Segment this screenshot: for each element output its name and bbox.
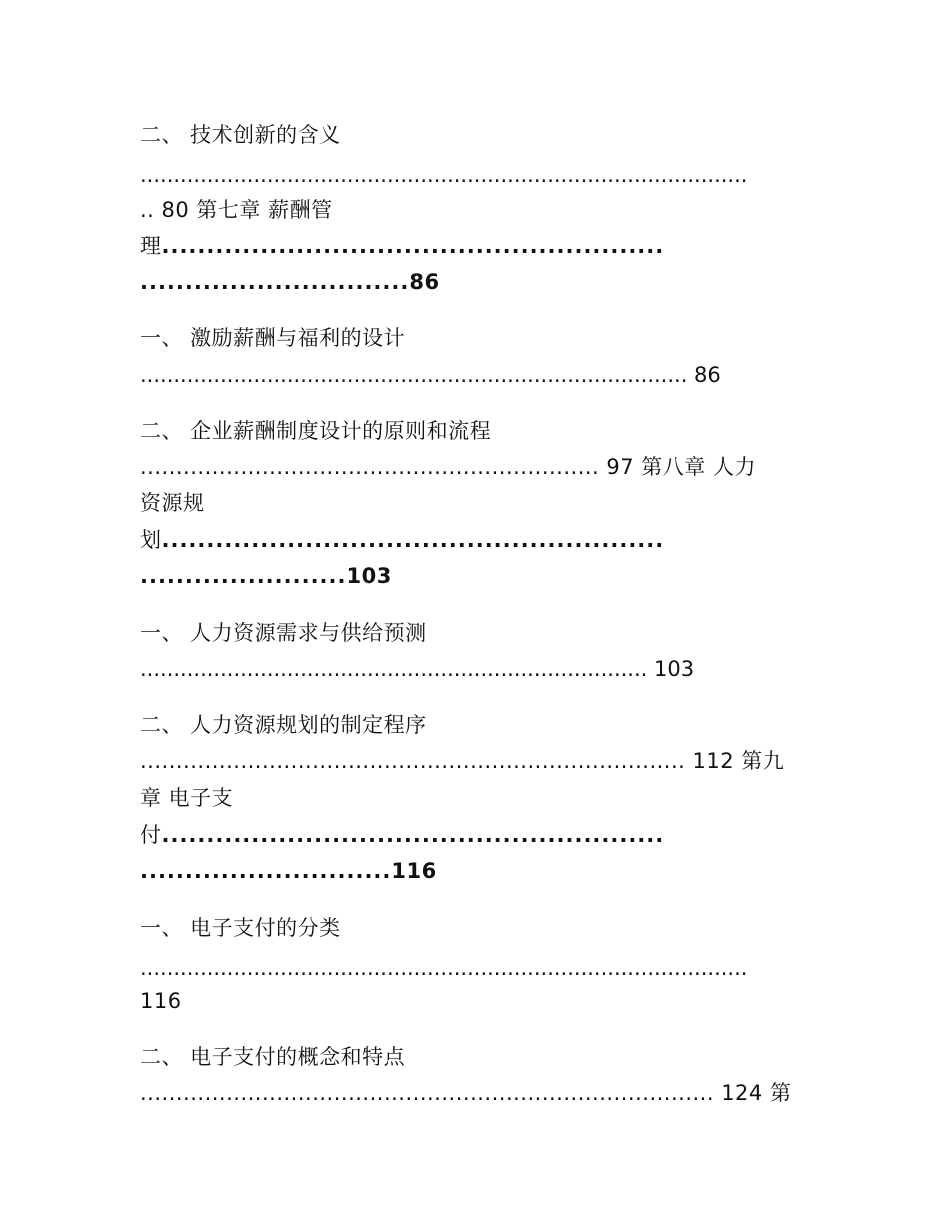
toc-leader-with-page-103: ............................................................................ 103	[140, 657, 695, 681]
toc-line-page-97-chapter-8: ................................................................ 97 第八章 人力	[140, 455, 756, 479]
toc-page-number: 103	[346, 564, 392, 588]
toc-chapter-9-tail: 付	[140, 823, 162, 847]
toc-chapter-7-page-line	[140, 267, 810, 297]
toc-leader-with-page-86: .................................................................................. 86	[140, 363, 721, 387]
toc-page-number: 116	[140, 989, 182, 1013]
toc-entry-tech-innovation-meaning: 二、 技术创新的含义	[140, 123, 341, 147]
toc-entry-hr-demand-supply: 一、 人力资源需求与供给预测	[140, 621, 427, 645]
toc-leader-dots-bold: ........................................................	[161, 234, 665, 258]
toc-leader-dots-bold: ..............................	[140, 270, 410, 294]
toc-chapter-8-line	[140, 525, 810, 555]
toc-entry-hr-planning-procedure: 二、 人力资源规划的制定程序	[140, 713, 427, 737]
toc-leader-dots: ...........................................................................................	[140, 163, 748, 187]
toc-chapter-8-title-cont: 资源规	[140, 491, 205, 515]
toc-leader-dots-bold: .......................	[140, 564, 347, 588]
toc-leader-dots-bold: ........................................................	[161, 528, 665, 552]
toc-chapter-9-page-line	[140, 856, 810, 886]
toc-line-page-124-chapter-10: ................................................................................ 124 第	[140, 1081, 792, 1105]
toc-chapter-7-line	[140, 231, 810, 261]
toc-leader-dots-bold: ........................................................	[161, 823, 665, 847]
toc-line-page-80-chapter-7: .. 80 第七章 薪酬管	[140, 198, 333, 222]
toc-page-number: 86	[409, 270, 440, 294]
toc-entry-e-payment-types: 一、 电子支付的分类	[140, 916, 341, 940]
toc-leader-dots: ...........................................................................................	[140, 956, 748, 980]
toc-entry-incentive-pay-benefits: 一、 激励薪酬与福利的设计	[140, 326, 406, 350]
toc-entry-pay-system-design: 二、 企业薪酬制度设计的原则和流程	[140, 419, 492, 443]
toc-chapter-9-title-cont: 章 电子支	[140, 786, 234, 810]
toc-chapter-8-tail: 划	[140, 528, 162, 552]
toc-chapter-9-line	[140, 820, 810, 850]
toc-chapter-7-tail: 理	[140, 234, 162, 258]
toc-leader-dots-bold: ............................	[140, 859, 392, 883]
toc-page-number: 116	[391, 859, 437, 883]
toc-line-page-112-chapter-9: ............................................................................ 112 第九	[140, 749, 785, 773]
toc-chapter-8-page-line	[140, 561, 810, 591]
toc-entry-e-payment-concept: 二、 电子支付的概念和特点	[140, 1045, 406, 1069]
